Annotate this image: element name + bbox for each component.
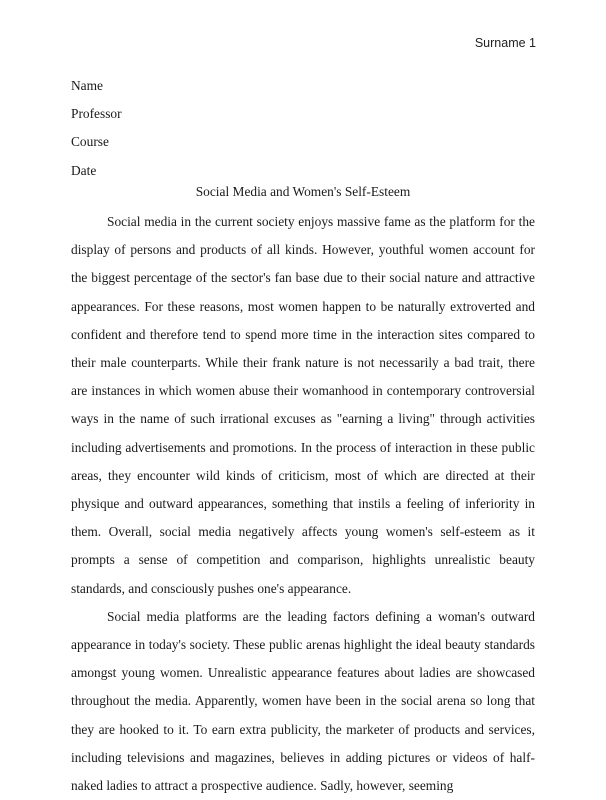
- heading-professor: Professor: [71, 106, 122, 122]
- essay-title: Social Media and Women's Self-Esteem: [195, 184, 411, 199]
- essay-body: [71, 208, 535, 800]
- heading-block: [71, 72, 122, 185]
- heading-course: Course: [71, 134, 109, 150]
- heading-date: Date: [71, 162, 97, 178]
- heading-name: Name: [71, 78, 103, 93]
- paragraph-2: Social media platforms are the leading factors defining a woman's outward appearance in today's society. These public arenas highlight the ideal beauty standards amongst young women. Unrealistic appearance features about ladies are showcased throughout the media. Apparently, women have been in the social arena so long that they are hooked to it. To earn extra publicity, the marketer of products and services, including televisions and magazines, believes in adding pictures or videos of half-naked ladies to attract a prospective audience. Sadly, however, seeming: [71, 608, 535, 794]
- running-header: Surname 1: [474, 36, 536, 50]
- paragraph-1: Social media in the current society enjoys massive fame as the platform for the display of persons and products of all kinds. However, youthful women account for the biggest percentage of the sector's fan base due to their social nature and attractive appearances. For these reasons, most women happen to be naturally extroverted and confident and therefore tend to spend more time in the interaction sites compared to their male counterparts. While their frank nature is not necessarily a bad trait, there are instances in which women abuse their womanhood in contemporary controversial ways in the name of such irrational excuses as "earning a living" through activities including advertisements and promotions. In the process of interaction in these public areas, they encounter wild kinds of criticism, most of which are directed at their physique and outward appearances, something that instils a feeling of inferiority in them. Overall, social media negatively affects young women's self-esteem as it prompts a sense of competition and comparison, highlights unrealistic beauty standards, and consciously pushes one's appearance.: [71, 214, 535, 596]
